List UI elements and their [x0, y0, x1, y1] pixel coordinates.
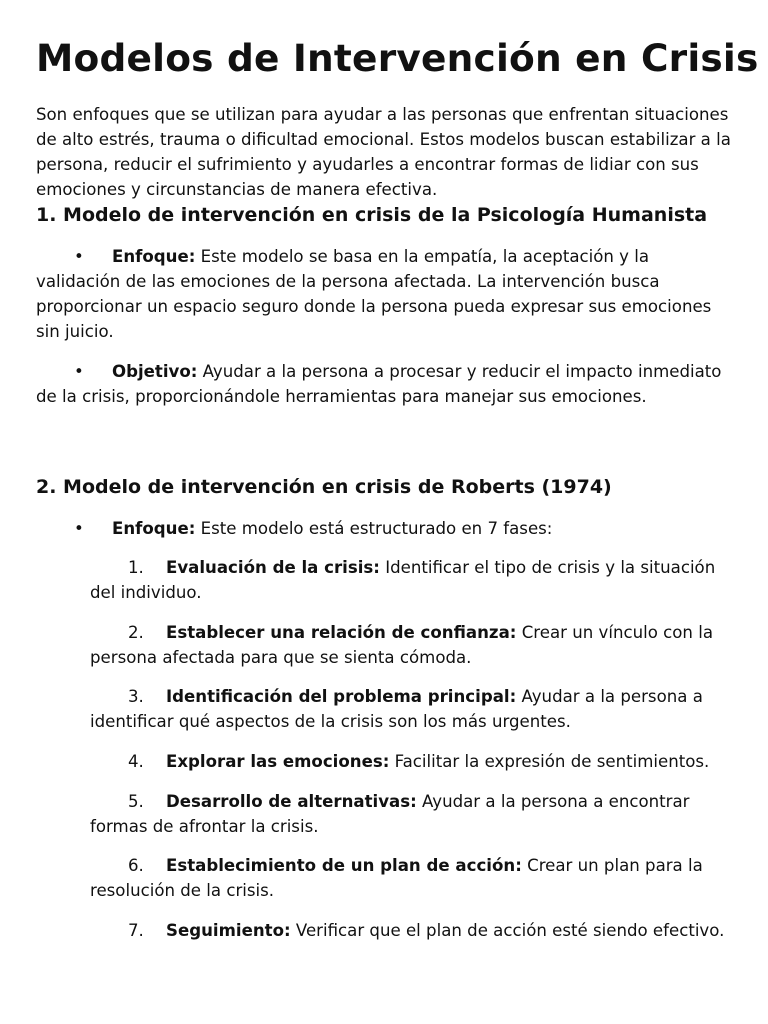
phase-item: [90, 555, 738, 605]
phase-label: Desarrollo de alternativas:: [166, 792, 417, 811]
item-text: Este modelo está estructurado en 7 fases:: [195, 519, 553, 538]
item-label: Enfoque:: [112, 247, 196, 266]
phase-text: Ayudar a la persona a identificar qué aspectos de la crisis son los más urgentes.: [90, 687, 703, 731]
page-title: Modelos de Intervención en Crisis: [36, 36, 759, 80]
bullet-marker: •: [74, 519, 84, 538]
bullet-marker: •: [74, 362, 84, 381]
item-text: Este modelo se basa en la empatía, la aceptación y la validación de las emociones de la persona afectada. La intervención busca proporcionar un espacio seguro donde la persona pueda expresar sus emociones sin juicio.: [36, 247, 712, 341]
phase-item: [90, 620, 738, 670]
phase-number: 7.: [128, 921, 144, 940]
item-text: Ayudar a la persona a procesar y reducir el impacto inmediato de la crisis, proporcionándole herramientas para manejar sus emociones.: [36, 362, 722, 406]
bullet-marker: •: [74, 247, 84, 266]
phase-label: Evaluación de la crisis:: [166, 558, 380, 577]
phase-number: 4.: [128, 752, 144, 771]
phase-text: Crear un plan para la resolución de la crisis.: [90, 856, 703, 900]
phase-item: [90, 853, 738, 903]
phase-item: [90, 684, 738, 734]
section-2-heading: 2. Modelo de intervención en crisis de Roberts (1974): [36, 476, 612, 498]
phase-label: Seguimiento:: [166, 921, 291, 940]
list-item: [36, 359, 726, 409]
section-1-heading: 1. Modelo de intervención en crisis de la Psicología Humanista: [36, 204, 708, 226]
phase-label: Identificación del problema principal:: [166, 687, 517, 706]
intro-paragraph: Son enfoques que se utilizan para ayudar a las personas que enfrentan situaciones de alto estrés, trauma o dificultad emocional. Estos modelos buscan estabilizar a la persona, reducir el sufrimiento y ayudarles a encontrar formas de lidiar con sus emociones y circunstancias de manera efectiva.: [36, 105, 731, 199]
phase-item: [90, 749, 738, 774]
phase-text: Facilitar la expresión de sentimientos.: [389, 752, 710, 771]
phase-number: 5.: [128, 792, 144, 811]
phase-number: 3.: [128, 687, 144, 706]
item-label: Enfoque:: [112, 519, 196, 538]
phase-label: Establecimiento de un plan de acción:: [166, 856, 522, 875]
phase-number: 6.: [128, 856, 144, 875]
phase-text: Ayudar a la persona a encontrar formas de afrontar la crisis.: [90, 792, 690, 836]
phase-text: Identificar el tipo de crisis y la situación del individuo.: [90, 558, 716, 602]
phase-label: Explorar las emociones:: [166, 752, 390, 771]
phase-item: [90, 789, 738, 839]
phase-number: 1.: [128, 558, 144, 577]
phase-text: Verificar que el plan de acción esté siendo efectivo.: [290, 921, 725, 940]
phase-label: Establecer una relación de confianza:: [166, 623, 517, 642]
phase-number: 2.: [128, 623, 144, 642]
list-item: [36, 516, 726, 541]
item-label: Objetivo:: [112, 362, 198, 381]
list-item: [36, 244, 726, 344]
phase-item: [90, 918, 750, 943]
phase-text: Crear un vínculo con la persona afectada para que se sienta cómoda.: [90, 623, 713, 667]
